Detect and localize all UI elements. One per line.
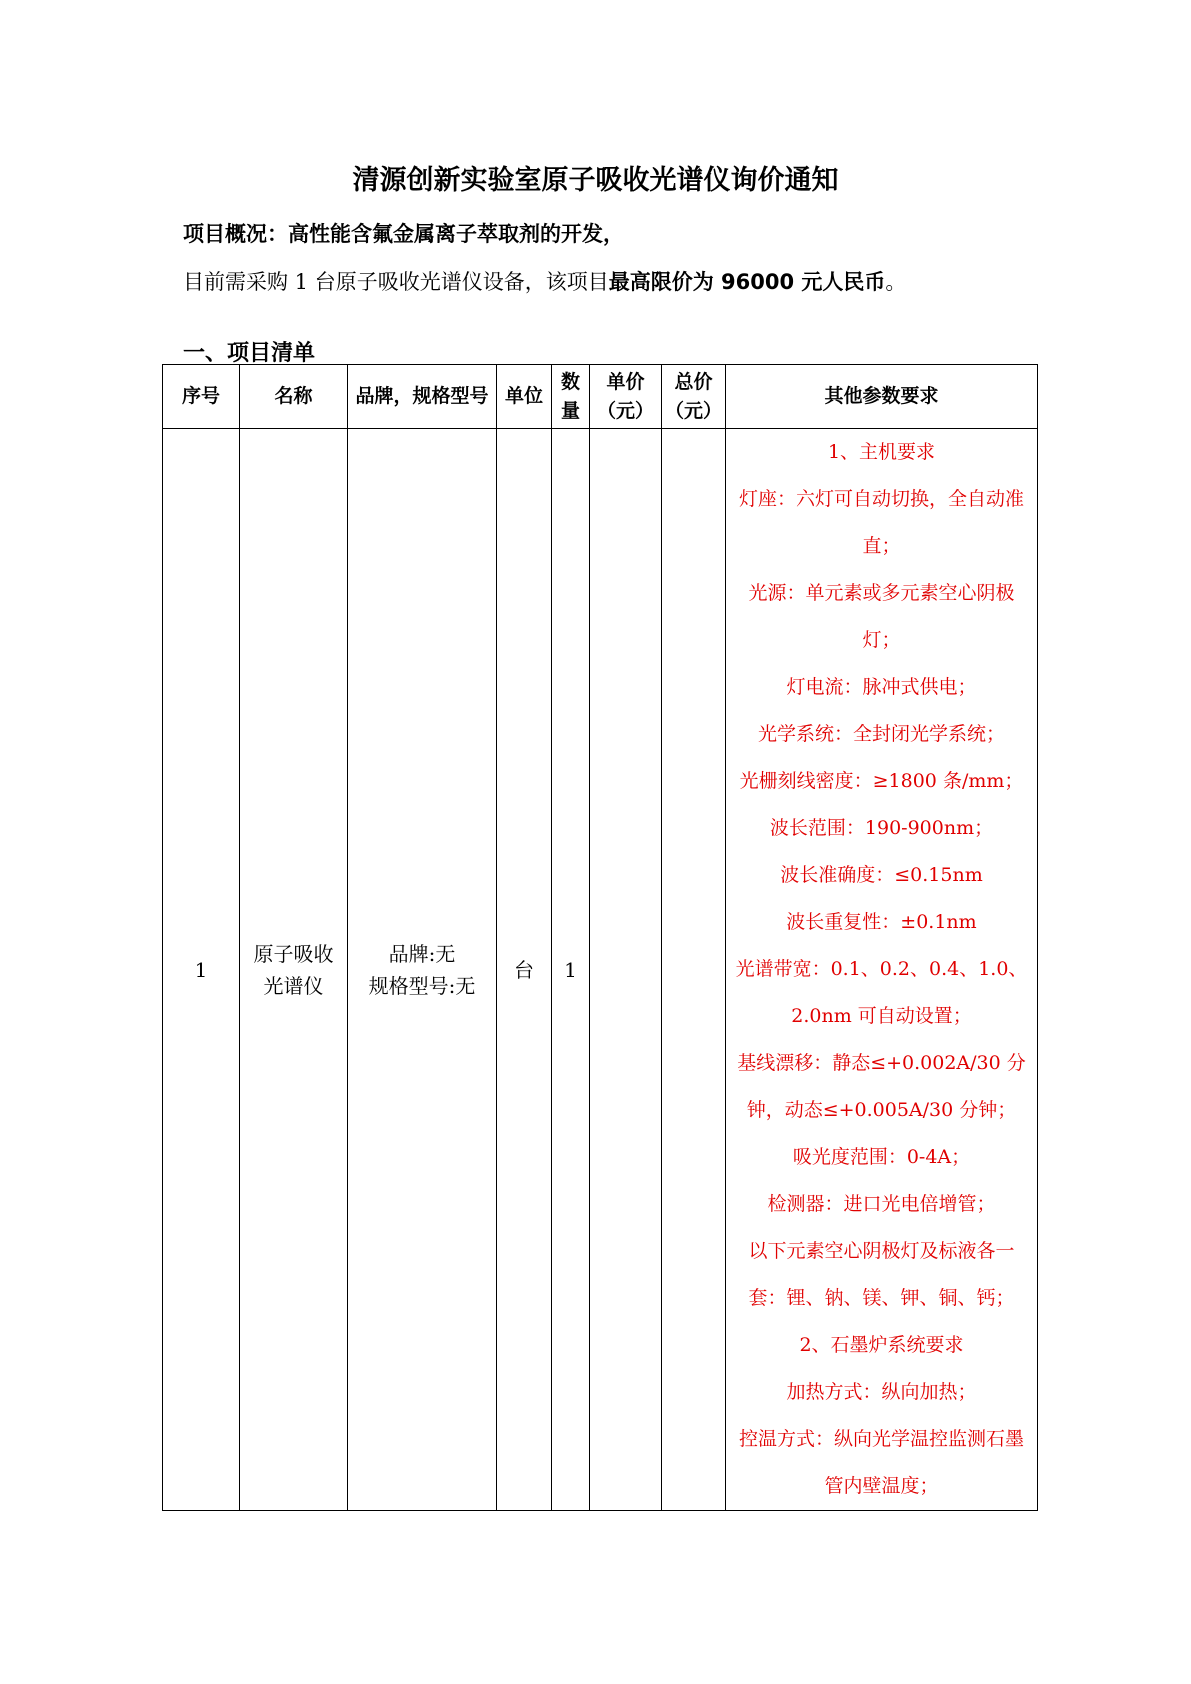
item-table (162, 364, 1038, 1511)
param-line: 光源：单元素或多元素空心阴极 (748, 582, 1015, 604)
param-line: 灯座：六灯可自动切换，全自动准 (738, 488, 1024, 510)
header-unit-price (590, 365, 662, 429)
header-no: 序号 (163, 365, 240, 429)
header-params: 其他参数要求 (726, 365, 1038, 429)
header-brand: 品牌，规格型号 (348, 365, 497, 429)
cell-name-line2: 光谱仪 (263, 973, 324, 998)
budget-line (183, 266, 906, 296)
table-row (163, 429, 1038, 1511)
param-line: 灯电流：脉冲式供电； (786, 676, 977, 698)
param-line: 检测器：进口光电倍增管； (767, 1193, 996, 1215)
cell-brand (348, 429, 497, 1511)
param-line: 2、石墨炉系统要求 (799, 1334, 964, 1356)
param-line: 光栅刻线密度：≥1800 条/mm； (739, 770, 1024, 792)
param-line: 控温方式：纵向光学温控监测石墨 (738, 1428, 1024, 1450)
param-line: 波长范围：190-900nm； (769, 817, 994, 839)
cell-params (726, 429, 1038, 1511)
param-line: 1、主机要求 (827, 441, 936, 463)
header-total-price (662, 365, 726, 429)
budget-limit: 最高限价为 96000 元人民币 (608, 270, 886, 294)
header-total-line2: （元） (664, 399, 722, 422)
cell-qty: 1 (552, 429, 590, 1511)
param-line: 钟，动态≤+0.005A/30 分钟； (746, 1099, 1017, 1121)
cell-total-price (662, 429, 726, 1511)
param-line: 套：锂、钠、镁、钾、铜、钙； (748, 1287, 1015, 1309)
param-line: 光谱带宽：0.1、0.2、0.4、1.0、 (735, 958, 1028, 980)
header-qty-line1: 数 (560, 370, 580, 393)
table-header-row (163, 365, 1038, 429)
cell-no: 1 (163, 429, 240, 1511)
param-line: 波长准确度：≤0.15nm (780, 864, 983, 886)
param-line: 灯； (862, 629, 901, 651)
cell-name (240, 429, 348, 1511)
header-qty (552, 365, 590, 429)
cell-brand-text: 品牌:无 (388, 941, 456, 966)
header-price-line2: （元） (596, 399, 654, 422)
header-qty-line2: 量 (560, 399, 580, 422)
project-overview: 项目概况：高性能含氟金属离子萃取剂的开发， (183, 222, 624, 246)
param-line: 2.0nm 可自动设置； (791, 1005, 972, 1027)
param-line: 管内壁温度； (824, 1475, 939, 1497)
header-total-line1: 总价 (674, 370, 713, 393)
param-line: 基线漂移：静态≤+0.002A/30 分 (737, 1052, 1026, 1074)
page-title: 清源创新实验室原子吸收光谱仪询价通知 (352, 165, 839, 196)
param-line: 波长重复性：±0.1nm (786, 911, 977, 933)
header-unit: 单位 (497, 365, 552, 429)
cell-model-text: 规格型号:无 (368, 973, 476, 998)
cell-unit-price (590, 429, 662, 1511)
section-heading: 一、项目清单 (183, 341, 316, 366)
header-name: 名称 (240, 365, 348, 429)
param-line: 光学系统：全封闭光学系统； (757, 723, 1005, 745)
cell-name-line1: 原子吸收 (253, 941, 334, 966)
param-line: 加热方式：纵向加热； (786, 1381, 977, 1403)
param-line: 以下元素空心阴极灯及标液各一 (748, 1240, 1015, 1262)
cell-unit: 台 (497, 429, 552, 1511)
param-line: 吸光度范围：0-4A； (792, 1146, 971, 1168)
header-price-line1: 单价 (606, 370, 645, 393)
budget-prefix: 目前需采购 1 台原子吸收光谱仪设备，该项目 (183, 270, 609, 294)
param-line: 直； (862, 535, 901, 557)
budget-suffix: 。 (885, 270, 907, 294)
